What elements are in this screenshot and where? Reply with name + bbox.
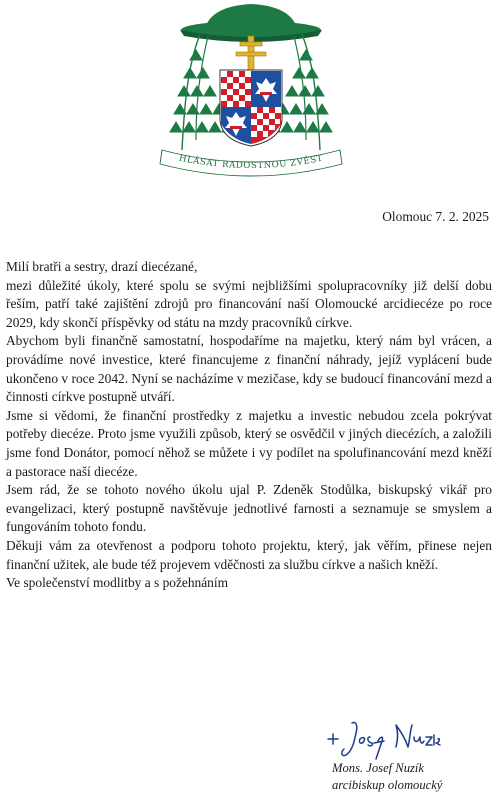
letter-date: Olomouc 7. 2. 2025	[382, 209, 489, 224]
coat-of-arms	[0, 0, 502, 200]
salutation: Milí bratři a sestry, drazí diecézané,	[6, 259, 198, 274]
motto-text: HLÁSAT RADOSTNOU ZVĚST	[178, 153, 324, 172]
signer-name: Mons. Josef Nuzík	[332, 761, 424, 775]
signer-block	[332, 760, 462, 794]
signer-title: arcibiskup olomoucký	[332, 778, 443, 792]
shield-icon	[220, 70, 282, 146]
paragraph-3: Jsme si vědomi, že finanční prostředky z majetku a investic nebudou zcela pokrývat potřeby diecéze. Proto jsme využili způsob, který se osvědčil v jiných diecézích, a založili jsme fond Donátor, pomocí něhož se můžete i vy podílet na spolufinancování mezd kněží a pastorace naší diecéze.	[6, 407, 492, 479]
handwritten-signature	[322, 717, 442, 763]
closing: Ve společenství modlitby a s požehnáním	[6, 575, 229, 591]
paragraph-4: Jsem rád, že se tohoto nového úkolu ujal P. Zdeněk Stodůlka, biskupský vikář pro evangelizaci, který postupně navštěvuje jednotlivé farnosti a seznamuje se smyslem a fungováním tohoto fondu.	[6, 482, 492, 535]
paragraph-5: Děkuji vám za otevřenost a podporu tohoto projektu, který, jak věřím, přinese nejen finanční užitek, ale bude též projevem vděčnosti za službu církve a našich kněží.	[6, 537, 492, 572]
paragraph-2: Abychom byli finančně samostatní, hospodaříme na majetku, který nám byl vrácen, a provádíme nové investice, které financujeme z finanční náhrady, jejíž vyplácení bude ukončeno v roce 2042. Nyní se nacházíme v mezičase, kdy se budoucí financování mezd a činnosti církve postupně utváří.	[6, 333, 492, 405]
paragraph-1: mezi důležité úkoly, které spolu se svými nejbližšími spolupracovníky již delší dobu řeším, patří také zajištění zdrojů pro financování naší Olomoucké arcidiecéze po roce 2029, kdy skončí příspěvky od státu na mzdy pracovníků církve.	[6, 277, 492, 330]
letter-body	[6, 258, 492, 593]
motto-ribbon	[160, 150, 342, 176]
